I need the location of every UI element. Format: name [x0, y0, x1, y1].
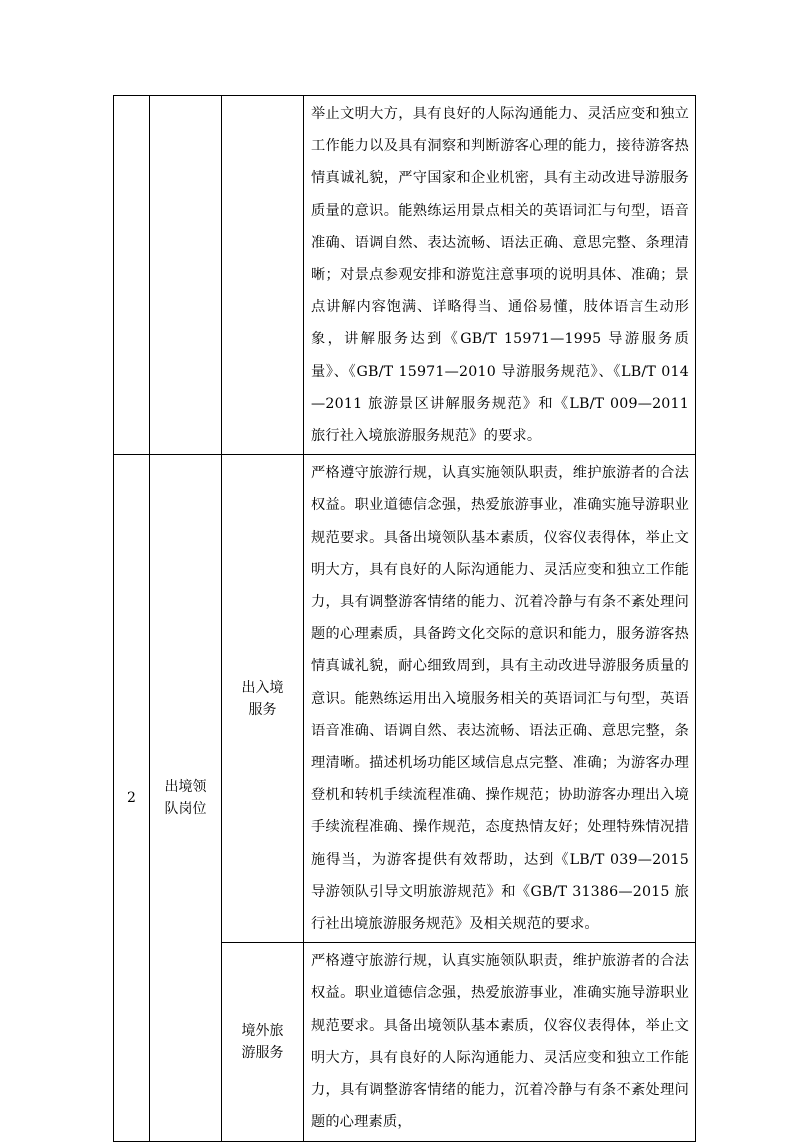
description-cell: 严格遵守旅游行规，认真实施领队职责，维护旅游者的合法权益。职业道德信念强，热爱旅游事业，准确实施导游职业规范要求。具备出境领队基本素质，仪容仪表得体，举止文明大方，具有良好的人际沟通能力、灵活应变和独立工作能力，具有调整游客情绪的能力，沉着冷静与有条不紊处理问题的心理素质，: [304, 943, 696, 1141]
sub-item-cell: [222, 455, 304, 943]
sub-item-cell: [222, 943, 304, 1141]
post-cell: [150, 455, 222, 1141]
post-label: 出境领队岗位: [164, 778, 207, 817]
row-number-cell: [114, 96, 150, 455]
description-cell: 严格遵守旅游行规，认真实施领队职责，维护旅游者的合法权益。职业道德信念强，热爱旅游事业，准确实施导游职业规范要求。具备出境领队基本素质，仪容仪表得体，举止文明大方，具有良好的人际沟通能力、灵活应变和独立工作能力，具有调整游客情绪的能力、沉着冷静与有条不紊处理问题的心理素质，具备跨文化交际的意识和能力，服务游客热情真诚礼貌，耐心细致周到，具有主动改进导游服务质量的意识。能熟练运用出入境服务相关的英语词汇与句型，英语语音准确、语调自然、表达流畅、语法正确、意思完整，条理清晰。描述机场功能区域信息点完整、准确；为游客办理登机和转机手续流程准确、操作规范；协助游客办理出入境手续流程准确、操作规范，态度热情友好；处理特殊情况措施得当，为游客提供有效帮助，达到《LB/T 039—2015 导游领队引导文明旅游规范》和《GB/T 31386—2015 旅行社出境旅游服务规范》及相关规范的要求。: [304, 455, 696, 943]
description-cell: 举止文明大方，具有良好的人际沟通能力、灵活应变和独立工作能力以及具有洞察和判断游客心理的能力，接待游客热情真诚礼貌，严守国家和企业机密，具有主动改进导游服务质量的意识。能熟练运用景点相关的英语词汇与句型，语音准确、语调自然、表达流畅、语法正确、意思完整、条理清晰；对景点参观安排和游览注意事项的说明具体、准确；景点讲解内容饱满、详略得当、通俗易懂，肢体语言生动形象，讲解服务达到《GB/T 15971—1995 导游服务质量》、《GB/T 15971—2010 导游服务规范》、《LB/T 014—2011 旅游景区讲解服务规范》和《LB/T 009—2011 旅行社入境旅游服务规范》的要求。: [304, 96, 696, 455]
table-row: [114, 96, 696, 455]
sub-item-cell: [222, 96, 304, 455]
sub-item-label: 境外旅游服务: [241, 1022, 284, 1061]
sub-item-label: 出入境服务: [241, 679, 284, 718]
row-number-cell: 2: [114, 455, 150, 1141]
table-row: [114, 455, 696, 943]
requirements-table: [113, 95, 696, 1142]
post-cell: [150, 96, 222, 455]
